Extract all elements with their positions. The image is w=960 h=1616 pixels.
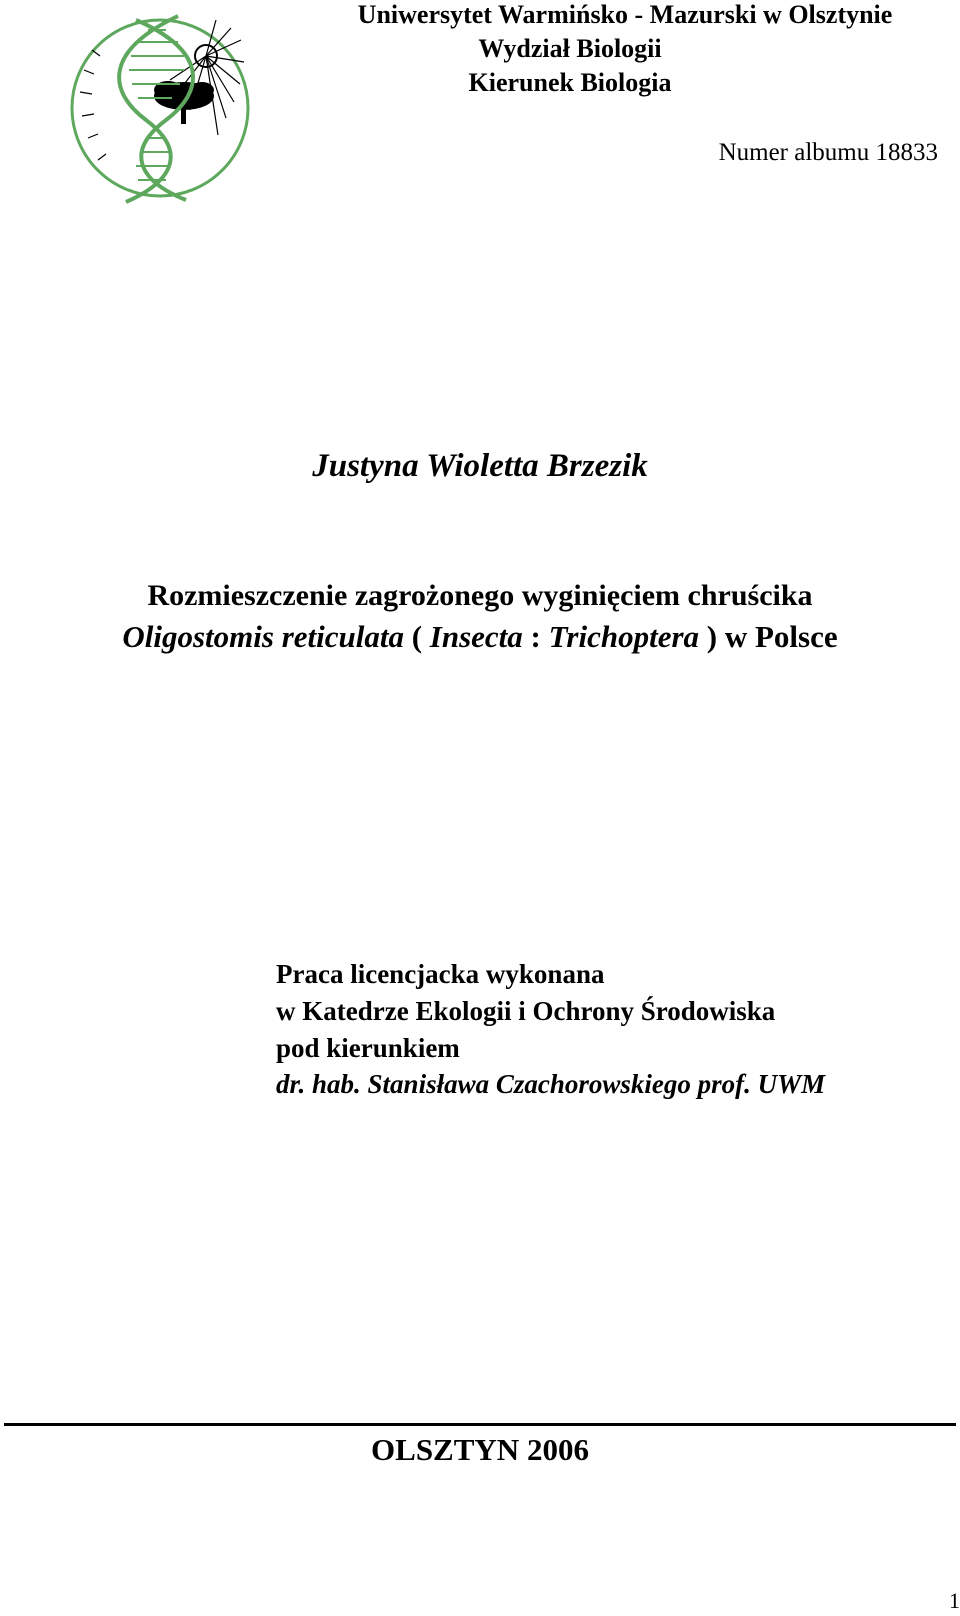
page-number: 1 bbox=[949, 1588, 960, 1613]
thesis-supervisor: dr. hab. Stanisława Czachorowskiego prof. UWM bbox=[276, 1069, 826, 1099]
author-name: Justyna Wioletta Brzezik bbox=[312, 448, 648, 484]
taxon-class: Insecta bbox=[429, 619, 523, 654]
thesis-type: Praca licencjacka wykonana bbox=[276, 959, 605, 989]
field-of-study: Kierunek Biologia bbox=[468, 68, 672, 97]
faculty-name: Wydział Biologii bbox=[478, 34, 662, 63]
horizontal-rule bbox=[4, 1423, 956, 1426]
thesis-supervision-label: pod kierunkiem bbox=[276, 1033, 460, 1063]
university-name: Uniwersytet Warmińsko - Mazurski w Olsztynie bbox=[357, 0, 893, 29]
taxon-order: Trichoptera bbox=[548, 619, 700, 654]
colon: : bbox=[522, 619, 549, 654]
city-year: OLSZTYN 2006 bbox=[371, 1432, 589, 1467]
dna-helix-tree-sun-logo bbox=[66, 10, 254, 206]
title-tail: ) w Polsce bbox=[699, 619, 838, 654]
species-name: Oligostomis reticulata bbox=[122, 619, 404, 654]
paren-open: ( bbox=[403, 619, 430, 654]
thesis-title-line-1: Rozmieszczenie zagrożonego wyginięciem chruścika bbox=[147, 579, 813, 612]
thesis-department: w Katedrze Ekologii i Ochrony Środowiska bbox=[276, 996, 776, 1026]
album-number: Numer albumu 18833 bbox=[718, 139, 938, 166]
thesis-title-line-2 bbox=[0, 618, 960, 656]
